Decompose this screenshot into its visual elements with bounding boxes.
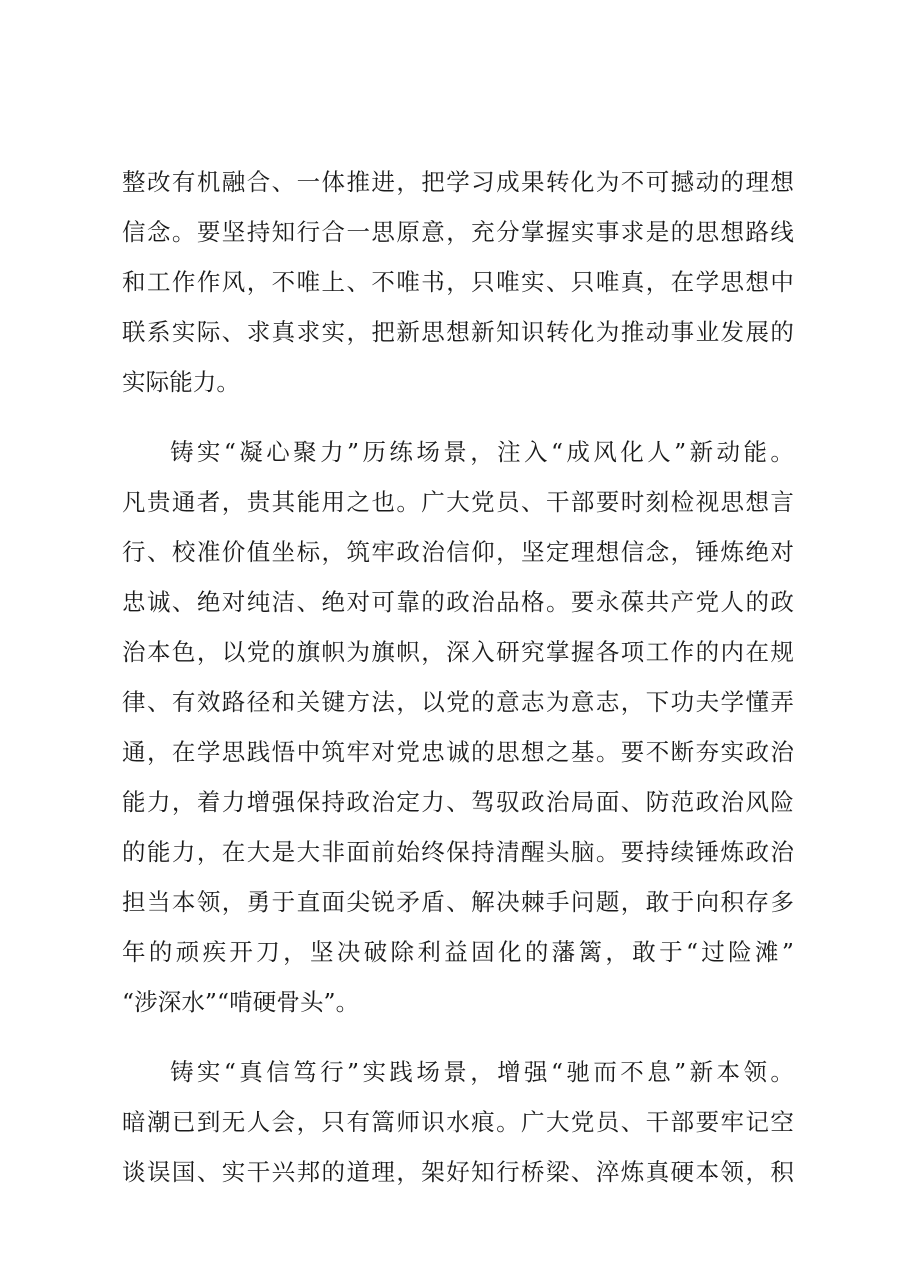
text-line: 通，在学思践悟中筑牢对党忠诚的思想之基。要不断夯实政治 (122, 738, 794, 766)
text-line: 凡贵通者，贵其能用之也。广大党员、干部要时刻检视思想言 (122, 488, 794, 516)
text-line: “涉深水”“啃硬骨头”。 (122, 988, 360, 1016)
text-line: 暗潮已到无人会，只有篙师识水痕。广大党员、干部要牢记空 (122, 1108, 794, 1136)
text-line: 治本色，以党的旗帜为旗帜，深入研究掌握各项工作的内在规 (122, 638, 794, 666)
text-line: 整改有机融合、一体推进，把学习成果转化为不可撼动的理想 (122, 168, 794, 196)
text-line: 律、有效路径和关键方法，以党的意志为意志，下功夫学懂弄 (122, 688, 794, 716)
text-line: 谈误国、实干兴邦的道理，架好知行桥梁、淬炼真硬本领，积 (122, 1158, 794, 1186)
text-line: 的能力，在大是大非面前始终保持清醒头脑。要持续锤炼政治 (122, 838, 794, 866)
text-line: 信念。要坚持知行合一思原意，充分掌握实事求是的思想路线 (122, 218, 794, 246)
text-line: 铸实“真信笃行”实践场景，增强“驰而不息”新本领。 (170, 1058, 794, 1086)
text-line: 年的顽疾开刀，坚决破除利益固化的藩篱，敢于“过险滩” (122, 938, 794, 966)
text-line: 铸实“凝心聚力”历练场景，注入“成风化人”新动能。 (170, 438, 794, 466)
text-line: 联系实际、求真求实，把新思想新知识转化为推动事业发展的 (122, 318, 794, 346)
text-line: 能力，着力增强保持政治定力、驾驭政治局面、防范政治风险 (122, 788, 794, 816)
text-line: 担当本领，勇于直面尖锐矛盾、解决棘手问题，敢于向积存多 (122, 888, 794, 916)
text-line: 和工作作风，不唯上、不唯书，只唯实、只唯真，在学思想中 (122, 268, 794, 296)
text-line: 行、校准价值坐标，筑牢政治信仰，坚定理想信念，锤炼绝对 (122, 538, 794, 566)
text-line: 实际能力。 (122, 368, 240, 396)
text-line: 忠诚、绝对纯洁、绝对可靠的政治品格。要永葆共产党人的政 (122, 588, 794, 616)
